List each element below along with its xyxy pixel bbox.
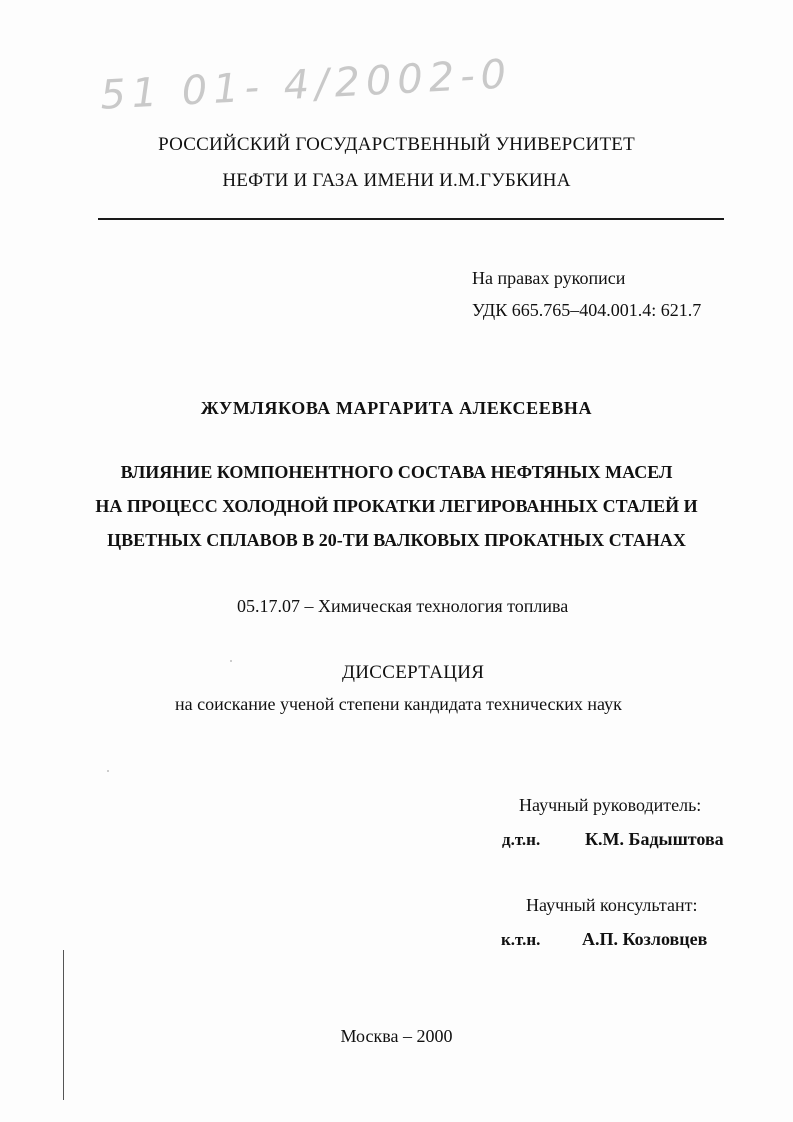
header-divider bbox=[98, 218, 724, 220]
title-line1: ВЛИЯНИЕ КОМПОНЕНТНОГО СОСТАВА НЕФТЯНЫХ МАСЕЛ bbox=[120, 462, 673, 482]
scan-margin-line bbox=[63, 950, 64, 1100]
scan-speck bbox=[107, 770, 109, 772]
title-line2: НА ПРОЦЕСС ХОЛОДНОЙ ПРОКАТКИ ЛЕГИРОВАННЫХ СТАЛЕЙ И bbox=[95, 496, 698, 516]
consultant-degree: к.т.н. bbox=[501, 930, 541, 949]
manuscript-rights: На правах рукописи bbox=[472, 268, 626, 288]
scan-speck bbox=[230, 660, 232, 662]
city-year: Москва – 2000 bbox=[340, 1026, 453, 1046]
consultant-role: Научный консультант: bbox=[526, 895, 698, 915]
supervisor-name: К.М. Бадыштова bbox=[585, 829, 724, 849]
supervisor-degree: д.т.н. bbox=[502, 830, 541, 849]
university-name-line2: НЕФТИ И ГАЗА ИМЕНИ И.М.ГУБКИНА bbox=[222, 170, 571, 191]
title-line3: ЦВЕТНЫХ СПЛАВОВ В 20-ТИ ВАЛКОВЫХ ПРОКАТНЫХ СТАНАХ bbox=[107, 530, 686, 550]
supervisor-role: Научный руководитель: bbox=[519, 795, 702, 815]
degree-subtitle: на соискание ученой степени кандидата технических наук bbox=[175, 694, 622, 714]
author-name: ЖУМЛЯКОВА МАРГАРИТА АЛЕКСЕЕВНА bbox=[200, 398, 593, 418]
udc-code: УДК 665.765–404.001.4: 621.7 bbox=[472, 300, 702, 320]
dissertation-label: ДИССЕРТАЦИЯ bbox=[342, 662, 485, 683]
specialty: 05.17.07 – Химическая технология топлива bbox=[237, 596, 569, 616]
archive-stamp: 51 01- 4/2002-0 bbox=[99, 51, 514, 119]
university-name-line1: РОССИЙСКИЙ ГОСУДАРСТВЕННЫЙ УНИВЕРСИТЕТ bbox=[158, 134, 635, 155]
consultant-name: А.П. Козловцев bbox=[582, 929, 708, 949]
